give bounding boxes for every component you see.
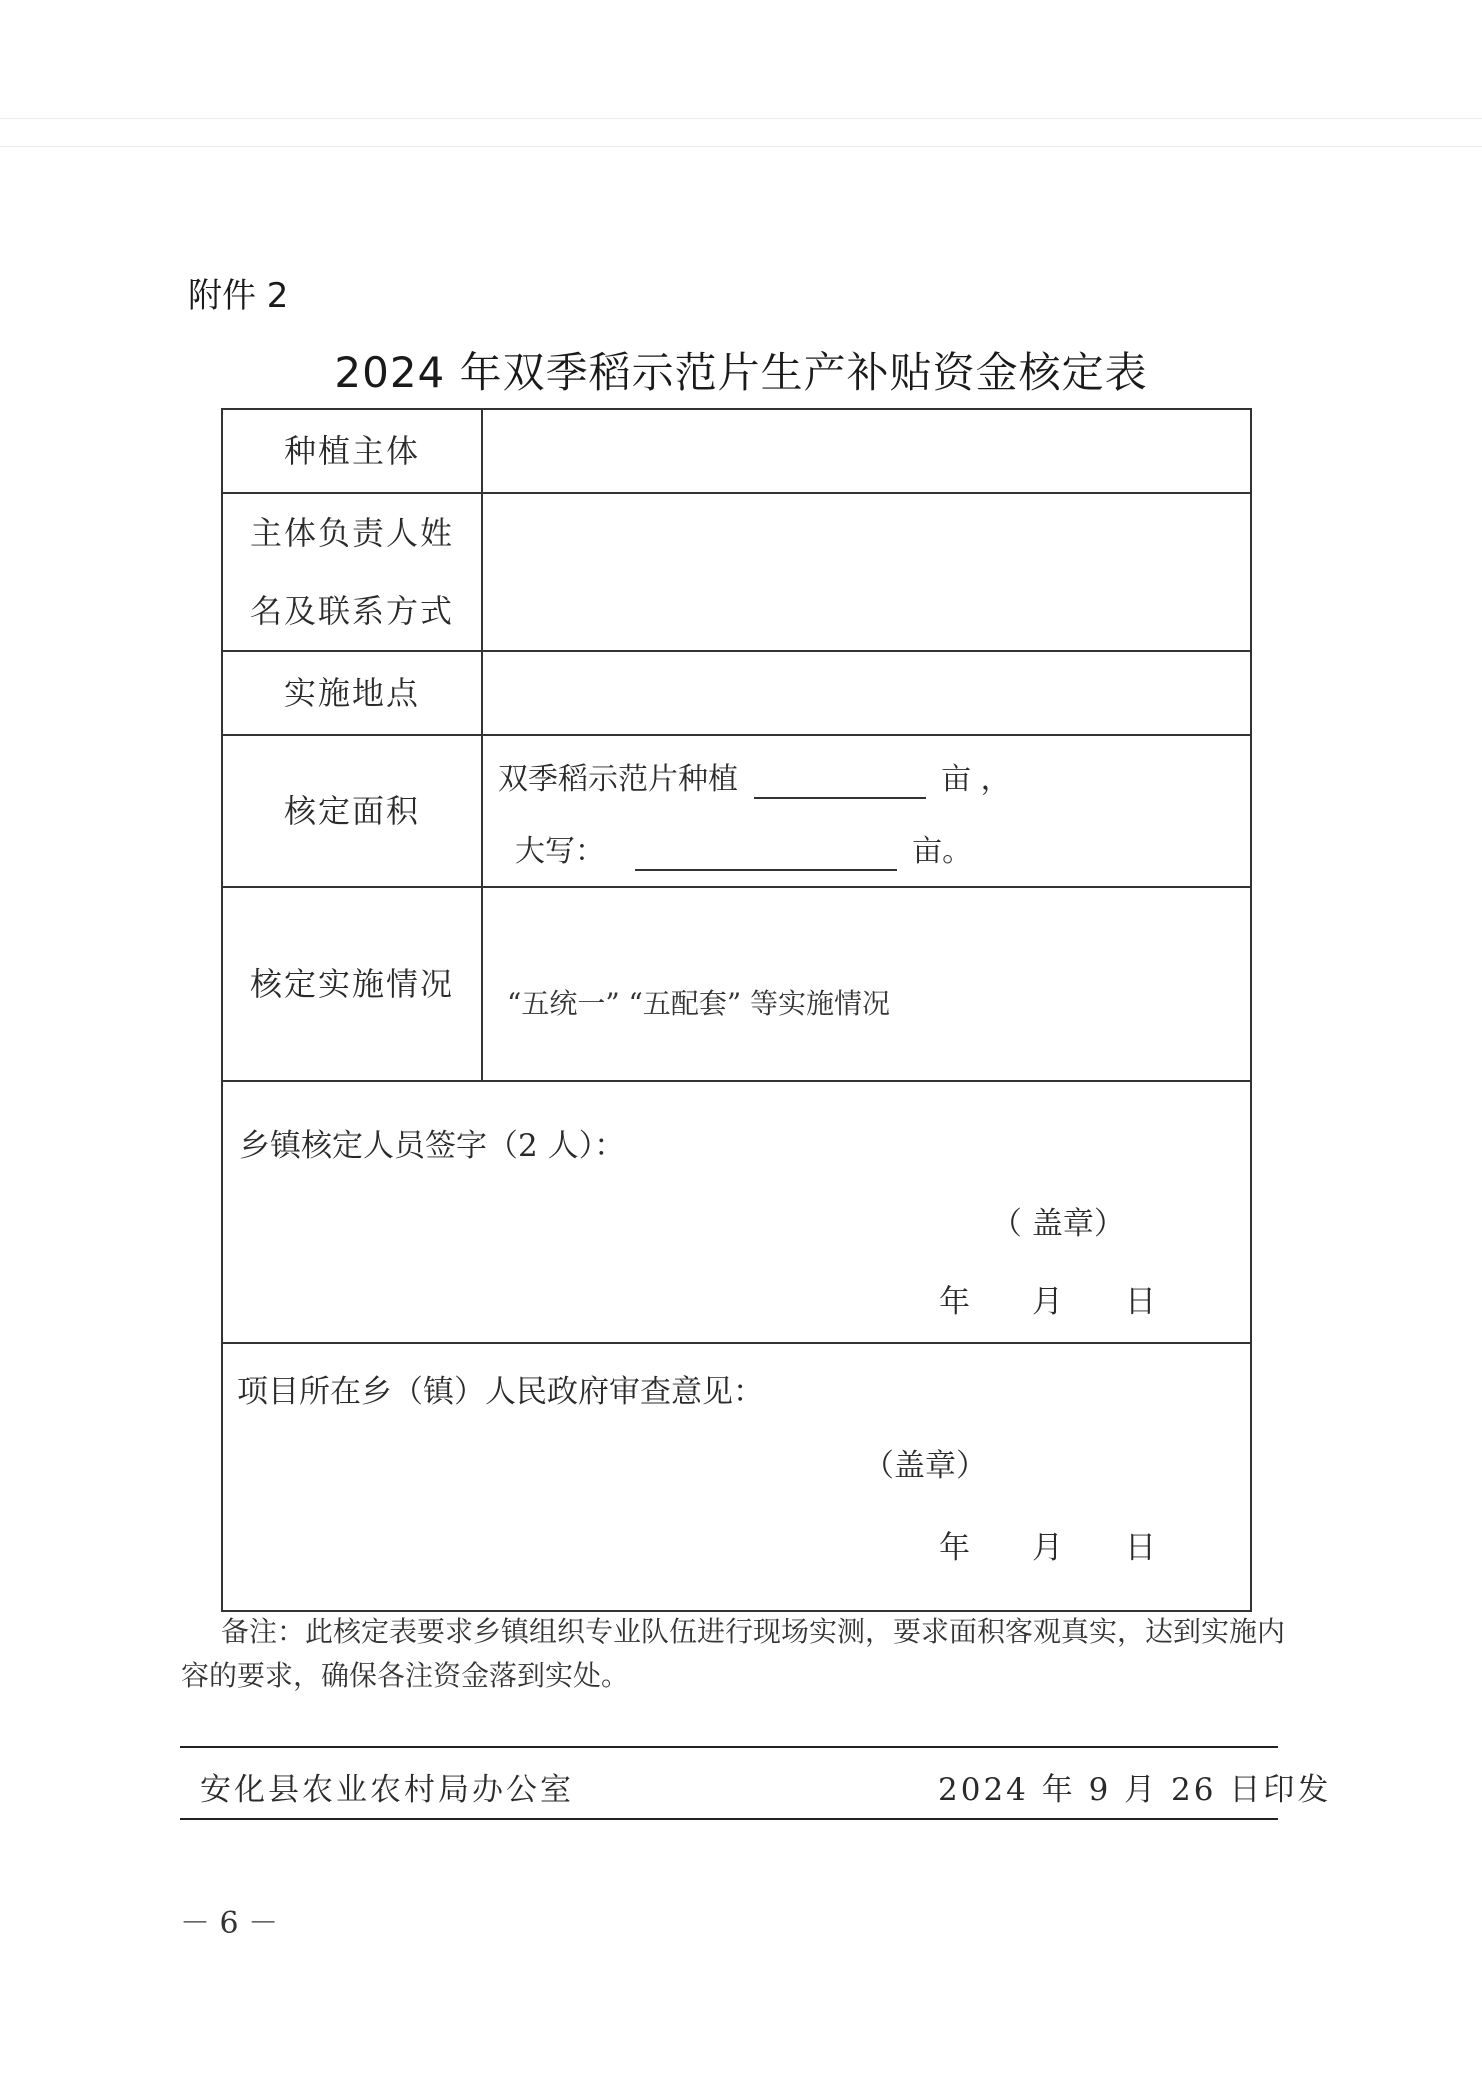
- area-value-cell: [482, 735, 1251, 887]
- implementation-text: “五统一” “五配套” 等实施情况: [507, 987, 891, 1020]
- verification-form-table: [221, 408, 1252, 1612]
- table-row: [222, 1081, 1251, 1343]
- implementation-value-cell[interactable]: [482, 887, 1251, 1081]
- government-opinion-cell[interactable]: [222, 1343, 1251, 1611]
- table-row: [222, 651, 1251, 735]
- area-uppercase-blank[interactable]: [635, 834, 897, 871]
- page-number: － 6 －: [180, 1906, 279, 1941]
- table-row: [222, 735, 1251, 887]
- area-line1-prefix: 双季稻示范片种植: [498, 762, 738, 797]
- government-opinion-label: 项目所在乡（镇）人民政府审查意见：: [237, 1374, 764, 1410]
- principal-value-cell[interactable]: [482, 493, 1251, 651]
- table-row: [222, 493, 1251, 651]
- location-value-cell[interactable]: [482, 651, 1251, 735]
- principal-label-line1: 主体负责人姓: [249, 514, 454, 552]
- table-row: [222, 1343, 1251, 1611]
- attachment-label: 附件 2: [188, 276, 289, 316]
- date-2: 年 月 日: [939, 1530, 1156, 1566]
- implementation-label: 核定实施情况: [222, 887, 482, 1081]
- township-sign-label: 乡镇核定人员签字（2 人）：: [239, 1128, 626, 1164]
- area-mu-blank[interactable]: [754, 762, 926, 799]
- area-line2-prefix: 大写：: [515, 834, 605, 869]
- scan-edge-line: [0, 118, 1482, 119]
- table-row: [222, 887, 1251, 1081]
- seal-2: （盖章）: [863, 1448, 987, 1484]
- remark-note: 备注：此核定表要求乡镇组织专业队伍进行现场实测，要求面积客观真实，达到实施内容的要求，确保各注资金落到实处。: [181, 1615, 1286, 1692]
- area-label: 核定面积: [222, 735, 482, 887]
- township-sign-cell[interactable]: [222, 1081, 1251, 1343]
- footer-bottom-rule: [180, 1818, 1278, 1820]
- table-row: [222, 409, 1251, 493]
- principal-label-line2: 名及联系方式: [249, 592, 454, 630]
- print-date: 2024 年 9 月 26 日印发: [938, 1772, 1332, 1808]
- issuing-office: 安化县农业农村局办公室: [200, 1772, 574, 1808]
- footer-top-rule: [180, 1746, 1278, 1748]
- date-1: 年 月 日: [939, 1284, 1156, 1320]
- area-line2-unit: 亩。: [912, 834, 973, 869]
- document-title: 2024 年双季稻示范片生产补贴资金核定表: [334, 348, 1148, 397]
- subject-value-cell[interactable]: [482, 409, 1251, 493]
- seal-1: （ 盖章）: [991, 1206, 1125, 1242]
- area-line1-unit: 亩 ，: [941, 762, 1011, 797]
- location-label: 实施地点: [222, 651, 482, 735]
- principal-label: [222, 493, 482, 651]
- scan-edge-line: [0, 146, 1482, 147]
- subject-label: 种植主体: [222, 409, 482, 493]
